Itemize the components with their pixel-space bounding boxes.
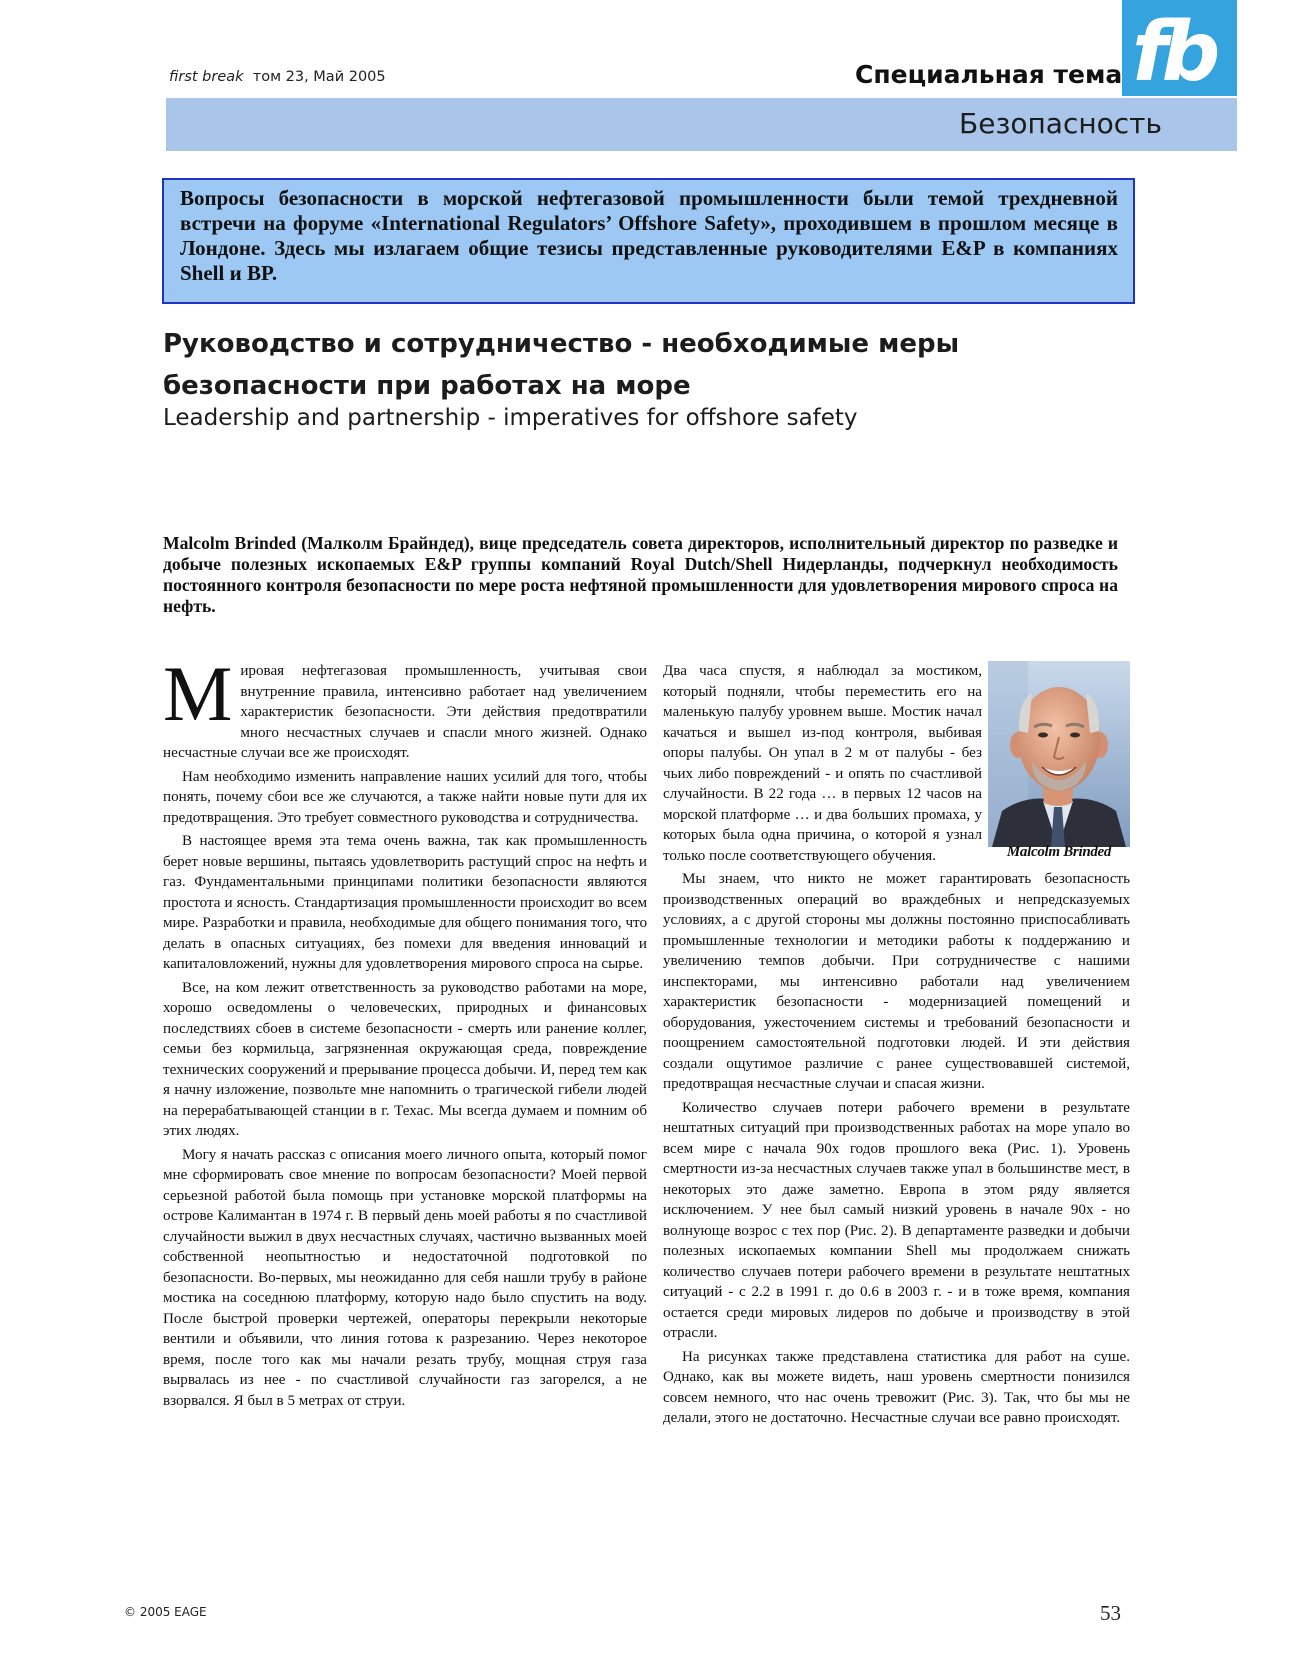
paragraph: Нам необходимо изменить направление наших усилий для того, чтобы понять, почему сбои все же случаются, а также найти новые пути для их предотвращения. Это требует совместного руководства и сотрудничества.: [163, 768, 647, 826]
intro-box: [162, 178, 1135, 304]
journal-issue: том 23, Май 2005: [252, 69, 386, 85]
paragraph: Два часа спустя, я наблюдал за мостиком, который подняли, чтобы переместить его на маленькую палубу уровнем выше. Мостик начал качаться и вышел из-под контроля, выбивая опоры палубы. Он упал в 2 м от палубы - без чьих либо повреждений - и опять по счастливой случайности. В 22 года … в первых 12 часов на морской платформе … и два больших промаха, у которых была одна причина, о которой я узнал только после соответствующего обучения.: [663, 663, 982, 864]
lead-paragraph: Malcolm Brinded (Малколм Брайндед), вице председатель совета директоров, исполнительный директор по разведке и добыче полезных ископаемых E&P группы компаний Royal Dutch/Shell Нидерланды, подчеркнул необходимость постоянного контроля безопасности по мере роста нефтяной промышленности для удовлетворения мирового спроса на нефть.: [163, 533, 1118, 616]
paragraph: Могу я начать рассказ с описания моего личного опыта, который помог мне сформировать свое мнение по вопросам безопасности? Моей первой серьезной работой была помощь при установке морской платформы на острове Калимантан в 1974 г. В первый день моей работы я по счастливой случайности выжил в двух несчастных случаях, частично вызванных моей собственной неопытностью и недостаточной подготовкой по безопасности. Во-первых, мы неожиданно для себя нашли трубу в районе мостика на соседнюю платформу, которую надо было спустить на воду. После быстрой проверки чертежей, операторы перекрыли некоторые вентили и объявили, что линия готова к разрезанию. Через некоторое время, после того как мы начали резать трубу, мощная струя газа вырвалась из нее - по счастливой случайности газ загорелся, а не взорвался. Я был в 5 метрах от струи.: [163, 1146, 647, 1409]
left-column: [163, 650, 647, 1414]
first-paragraph: [163, 650, 647, 764]
logo-text: fb: [1132, 5, 1215, 96]
fb-logo-icon: [1122, 0, 1237, 96]
article-title-ru-line2: безопасности при работах на море: [163, 371, 691, 401]
page-number: 53: [1100, 1601, 1121, 1625]
section-title: Специальная тема: [855, 60, 1123, 89]
fb-logo: [1122, 0, 1237, 96]
portrait-caption: Malcolm Brinded: [1006, 844, 1112, 860]
paragraph: В настоящее время эта тема очень важна, так как промышленность берет новые вершины, пытаясь удовлетворить растущий спрос на нефть и газ. Фундаментальными принципами политики безопасности являются простота и ясность. Стандартизация промышленности происходит во всем мире. Разработки и правила, необходимые для общего понимания того, что делать в опасных ситуациях, без помехи для введения инноваций и капиталовложений, нужны для удовлетворения мирового спроса на сырье.: [163, 833, 647, 972]
paragraph: На рисунках также представлена статистика для работ на суше. Однако, как вы можете видеть, наш уровень смертности понизился совсем немного, что нас очень тревожит (Рис. 3). Так, что бы мы не делали, этого не достаточно. Несчастные случаи все равно происходят.: [663, 1348, 1130, 1426]
first-paragraph-text: ировая нефтегазовая промышленность, учитывая свои внутренние правила, интенсивно работает над увеличением характеристик безопасности. Эти действия предотвратили много несчастных случаев и спасли много жизней. Однако несчастные случаи все же происходят.: [163, 663, 647, 761]
copyright: © 2005 EAGE: [124, 1605, 207, 1619]
topic-title: Безопасность: [959, 107, 1162, 140]
article-title-ru-line1: Руководство и сотрудничество - необходимые меры: [163, 329, 960, 359]
journal-header: [169, 69, 386, 85]
paragraph: Все, на ком лежит ответственность за руководство работами на море, хорошо осведомлены о человеческих, природных и финансовых последствиях сбоев в системе безопасности - смерть или ранение коллег, семьи без кормильца, загрязненная окружающая среда, повреждение технических сооружений и прерывание процесса добычи. И, перед тем как я начну изложение, позвольте мне напомнить о трагической гибели людей на перерабатывающей станции в г. Техас. Мы всегда думаем и помним об этих людях.: [163, 979, 647, 1139]
paragraph: Количество случаев потери рабочего времени в результате нештатных ситуаций при производственных работах на море упало во всем мире с начала 90х годов прошлого века (Рис. 1). Уровень смертности из-за несчастных случаев также упал в большинстве мест, в некоторых это даже заметно. Европа в этом ряду является исключением. У нее был самый низкий уровень в начале 90х - но волнующе возрос с тех пор (Рис. 2). В департаменте разведки и добычи полезных ископаемых компании Shell мы продолжаем снижать количество случаев потери рабочего времени в результате нештатных ситуаций - с 2.2 в 1991 г. до 0.6 в 2003 г. - и в тоже время, компания остается среди мировых лидеров по добыче и производству в этой отрасли.: [663, 1099, 1130, 1341]
article-title-en: Leadership and partnership - imperatives for offshore safety: [163, 405, 858, 431]
paragraph: Мы знаем, что никто не может гарантировать безопасность производственных операций во враждебных и непредсказуемых условиях, а с другой стороны мы должны постоянно приспосабливать промышленные технологии и методики работы к поддержанию и увеличению темпов добычи. При сотрудничестве с нашими инспекторами, мы интенсивно работали над увеличением характеристик безопасности - модернизацией помещений и оборудования, ужесточением системы и требований безопасности и поощрением самостоятельной подготовки людей. И эти действия создали ощутимое различие с ранее существовавшей системой, предотвращая несчастные случаи и спасая жизни.: [663, 871, 1130, 1092]
right-column: [663, 661, 1130, 1432]
intro-text: Вопросы безопасности в морской нефтегазовой промышленности были темой трехдневной встречи на форуме «International Regulators’ Offshore Safety», проходившем в прошлом месяце в Лондоне. Здесь мы излагаем общие тезисы представленные руководителями E&P в компаниях Shell и BP.: [180, 186, 1118, 285]
portrait-photo: [988, 661, 1130, 847]
journal-name: first break: [169, 69, 244, 85]
portrait-figure: [988, 661, 1130, 863]
dropcap: М: [163, 650, 233, 737]
